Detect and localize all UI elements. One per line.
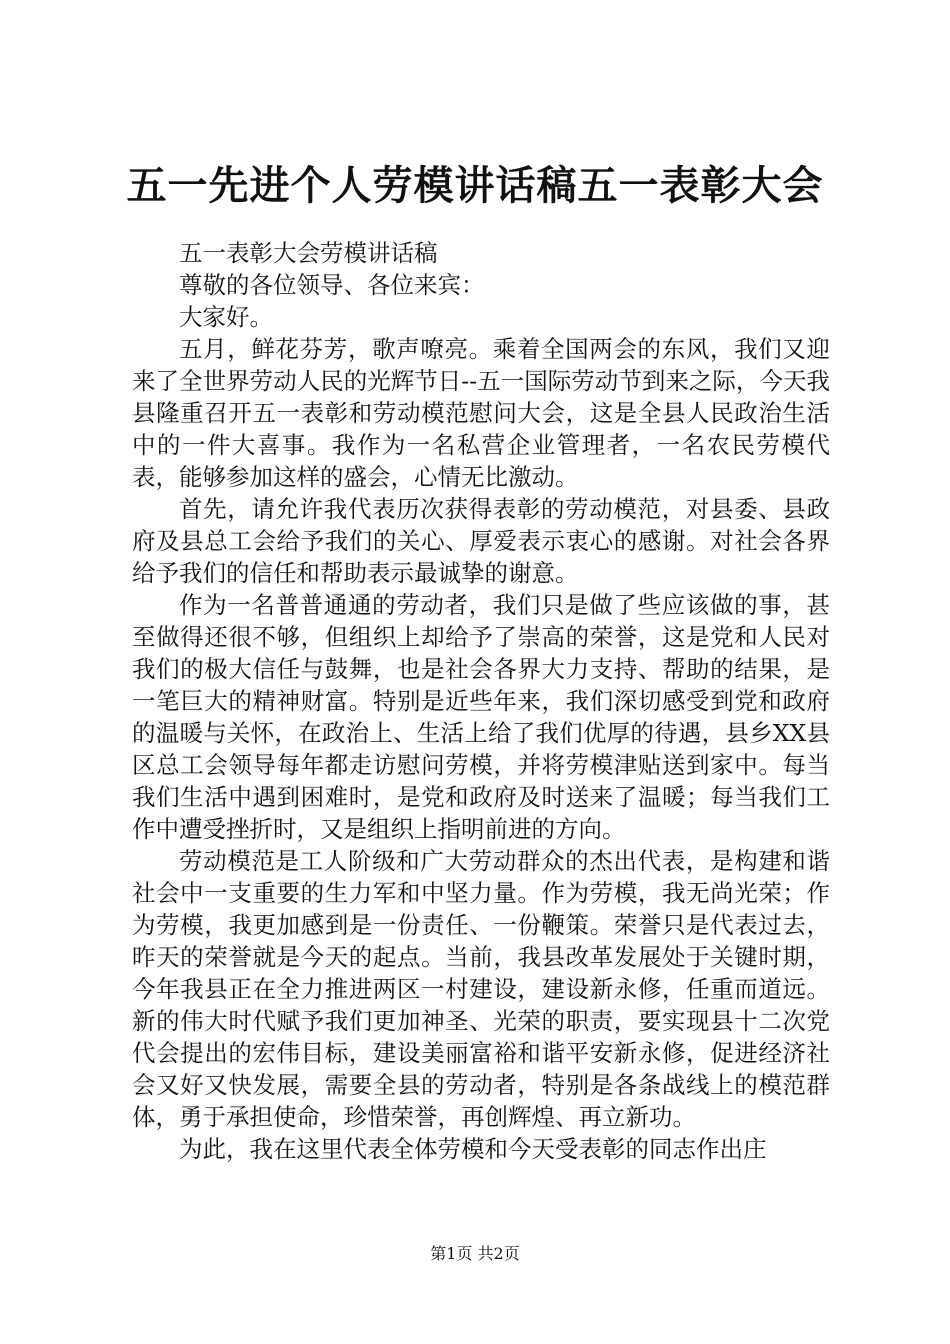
paragraph-salutation: 尊敬的各位领导、各位来宾： [179, 271, 485, 299]
paragraph-greeting: 大家好。 [179, 303, 273, 331]
paragraph-body: 首先，请允许我代表历次获得表彰的劳动模范，对县委、县政府及县总工会给予我们的关心、厚爱表示衷心的感谢。对社会各界给予我们的信任和帮助表示最诚挚的谢意。 [132, 495, 830, 587]
document-body [132, 237, 830, 1165]
paragraph-subtitle: 五一表彰大会劳模讲话稿 [179, 239, 438, 267]
paragraph-body: 劳动模范是工人阶级和广大劳动群众的杰出代表，是构建和谐社会中一支重要的生力军和中坚力量。作为劳模，我无尚光荣；作为劳模，我更加感到是一份责任、一份鞭策。荣誉只是代表过去，昨天的荣誉就是今天的起点。当前，我县改革发展处于关键时期，今年我县正在全力推进两区一村建设，建设新永修，任重而道远。新的伟大时代赋予我们更加神圣、光荣的职责，要实现县十二次党代会提出的宏伟目标，建设美丽富裕和谐平安新永修，促进经济社会又好又快发展，需要全县的劳动者，特别是各条战线上的模范群体，勇于承担使命，珍惜荣誉，再创辉煌、再立新功。 [132, 847, 830, 1131]
paragraph-body: 作为一名普普通通的劳动者，我们只是做了些应该做的事，甚至做得还很不够，但组织上却给予了崇高的荣誉，这是党和人民对我们的极大信任与鼓舞，也是社会各界大力支持、帮助的结果，是一笔巨大的精神财富。特别是近些年来，我们深切感受到党和政府的温暖与关怀，在政治上、生活上给了我们优厚的待遇，县乡XX县区总工会领导每年都走访慰问劳模，并将劳模津贴送到家中。每当我们生活中遇到困难时，是党和政府及时送来了温暖；每当我们工作中遭受挫折时，又是组织上指明前进的方向。 [132, 591, 830, 843]
document-title: 五一先进个人劳模讲话稿五一表彰大会 [126, 162, 824, 209]
paragraph-body: 五月，鲜花芬芳，歌声嘹亮。乘着全国两会的东风，我们又迎来了全世界劳动人民的光辉节日--五一国际劳动节到来之际，今天我县隆重召开五一表彰和劳动模范慰问大会，这是全县人民政治生活中的一件大喜事。我作为一名私营企业管理者，一名农民劳模代表，能够参加这样的盛会，心情无比激动。 [132, 335, 830, 491]
paragraph-body: 为此，我在这里代表全体劳模和今天受表彰的同志作出庄 [179, 1135, 767, 1163]
page-footer: 第1页 共2页 [430, 1244, 520, 1263]
